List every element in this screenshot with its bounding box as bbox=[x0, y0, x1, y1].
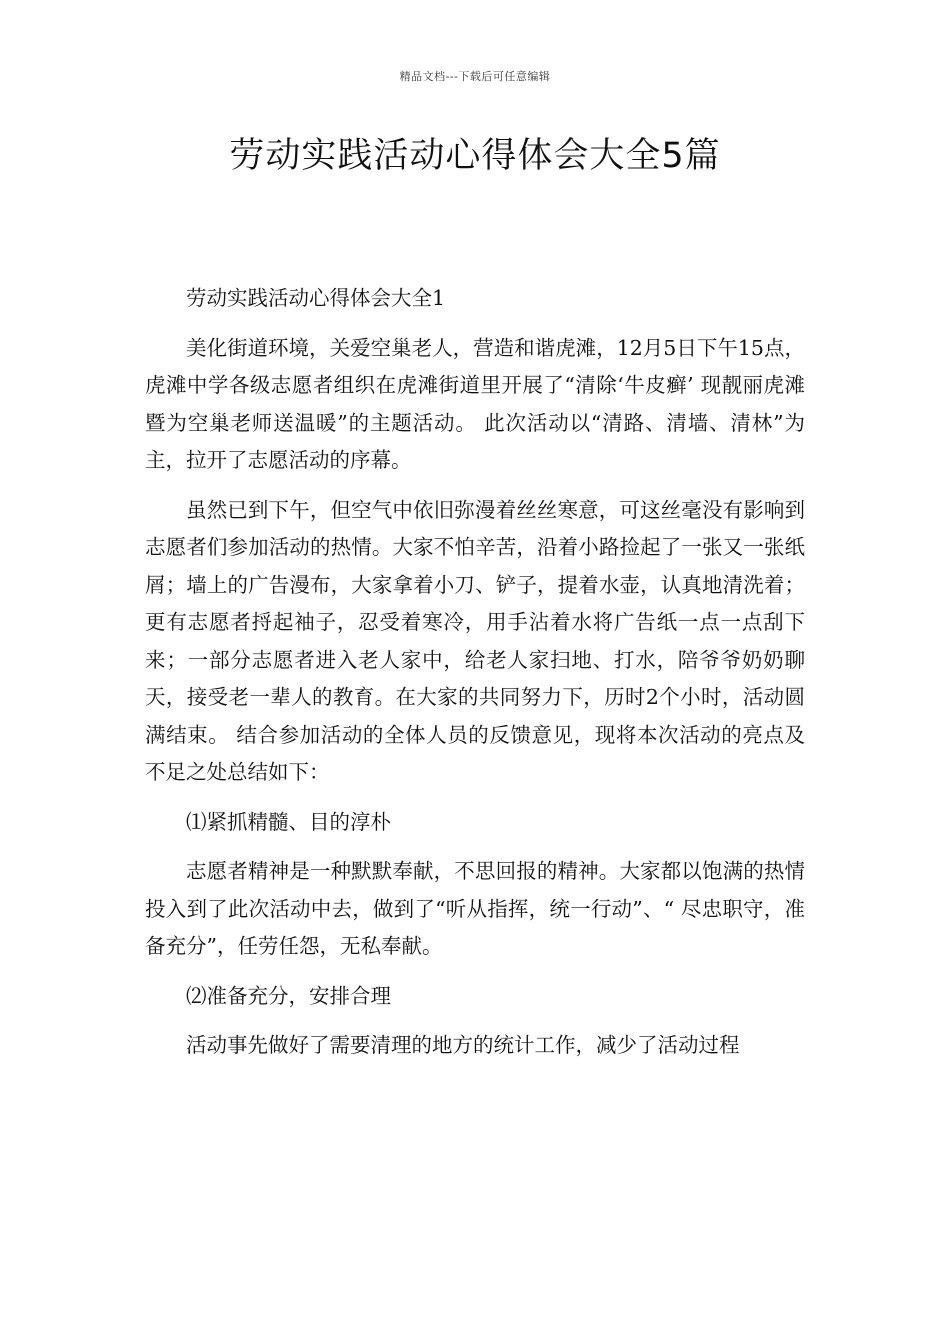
point-1-text: 志愿者精神是一种默默奉献，不思回报的精神。大家都以饱满的热情投入到了此次活动中去，做到了“听从指挥，统一行动”、“ 尽忠职守，准备充分”，任劳任怨，无私奉献。 bbox=[145, 859, 805, 958]
document-title: 劳动实践活动心得体会大全5篇 bbox=[229, 136, 721, 176]
point-1-heading: ⑴紧抓精髓、目的淳朴 bbox=[186, 809, 391, 834]
paragraph-2: 虽然已到下午，但空气中依旧弥漫着丝丝寒意，可这丝毫没有影响到志愿者们参加活动的热情。大家不怕辛苦，沿着小路捡起了一张又一张纸屑；墙上的广告漫布，大家拿着小刀、铲子，提着水壶，认真地清洗着；更有志愿者捋起袖子，忍受着寒冷，用手沾着水将广告纸一点一点刮下来；一部分志愿者进入老人家中，给老人家扫地、打水，陪爷爷奶奶聊天，接受老一辈人的教育。在大家的共同努力下，历时2个小时，活动圆满结束。 结合参加活动的全体人员的反馈意见，现将本次活动的亮点及不足之处总结如下： bbox=[145, 497, 805, 784]
point-2-heading: ⑵准备充分，安排合理 bbox=[186, 983, 391, 1008]
paragraph-1: 美化街道环境，关爱空巢老人，营造和谐虎滩，12月5日下午15点，虎滩中学各级志愿者组织在虎滩街道里开展了“清除‘牛皮癣’ 现靓丽虎滩暨为空巢老师送温暖”的主题活动。 此次活动以“清路、清墙、清林”为主，拉开了志愿活动的序幕。 bbox=[145, 335, 805, 472]
section-heading: 劳动实践活动心得体会大全1 bbox=[186, 286, 446, 310]
document-body bbox=[145, 280, 805, 1077]
header-note: 精品文档---下载后可任意编辑 bbox=[399, 70, 551, 83]
point-2-text: 活动事先做好了需要清理的地方的统计工作，减少了活动过程 bbox=[186, 1033, 740, 1057]
